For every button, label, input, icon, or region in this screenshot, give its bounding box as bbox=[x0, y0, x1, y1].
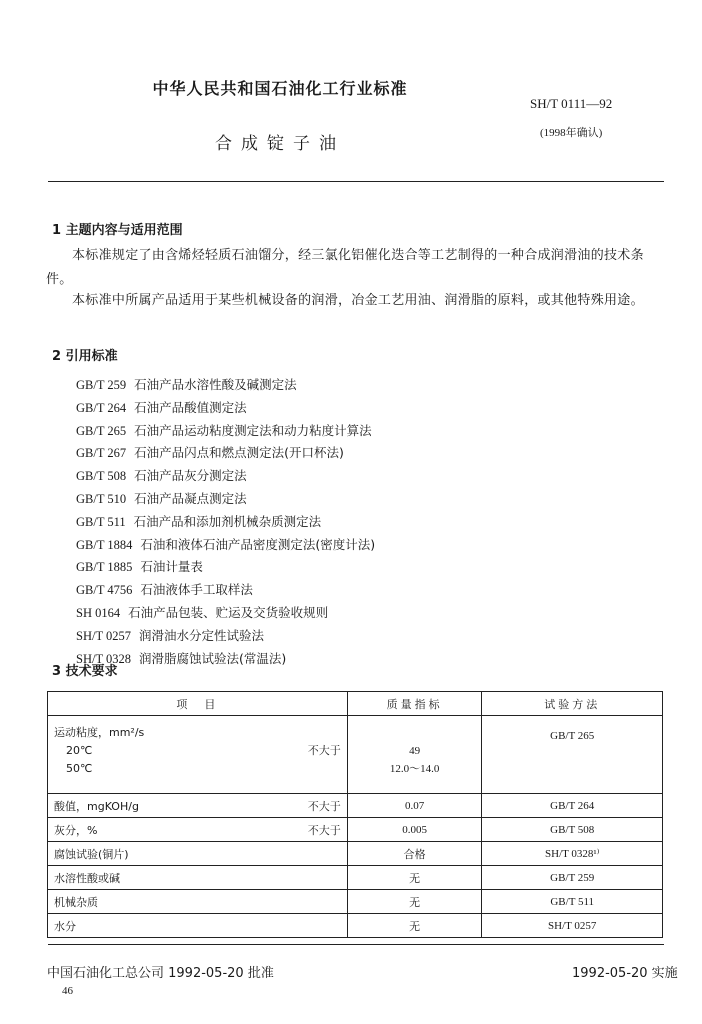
method-cell: SH/T 0328¹⁾ bbox=[482, 842, 663, 866]
viscosity-50c-row bbox=[54, 760, 341, 778]
reference-code: GB/T 1884 bbox=[76, 537, 133, 552]
viscosity-method-cell: GB/T 265 bbox=[482, 716, 663, 794]
viscosity-20c-label: 20℃ bbox=[66, 744, 93, 757]
viscosity-50c-value: 12.0～14.0 bbox=[389, 763, 440, 775]
section-1-heading: 1 主题内容与适用范围 bbox=[52, 223, 183, 238]
item-label: 机械杂质 bbox=[54, 895, 98, 909]
confirmation-note: (1998年确认) bbox=[540, 127, 603, 139]
spec-table bbox=[47, 691, 663, 938]
item-cell bbox=[48, 794, 348, 818]
standard-number: SH/T 0111—92 bbox=[530, 96, 613, 111]
item-cell bbox=[48, 866, 348, 890]
reference-code: GB/T 259 bbox=[76, 378, 127, 392]
reference-title: 石油产品灰分测定法 bbox=[134, 468, 247, 484]
item-cell bbox=[48, 842, 348, 866]
viscosity-label: 运动粘度，mm²/s bbox=[54, 726, 145, 739]
header-rule bbox=[48, 181, 664, 182]
reference-item bbox=[76, 579, 375, 602]
reference-title: 石油产品运动粘度测定法和动力粘度计算法 bbox=[134, 422, 372, 438]
footer-rule bbox=[48, 944, 664, 945]
header-item: 项 目 bbox=[48, 692, 348, 716]
value-cell: 0.005 bbox=[347, 818, 482, 842]
item-label: 水溶性酸或碱 bbox=[54, 871, 120, 885]
reference-item bbox=[76, 442, 375, 465]
table-row bbox=[48, 818, 663, 842]
page-number: 46 bbox=[62, 985, 73, 997]
reference-item bbox=[76, 420, 375, 443]
viscosity-20c-value: 49 bbox=[409, 745, 421, 757]
reference-item bbox=[76, 397, 375, 420]
section-1-paragraph-1: 本标准规定了由含烯烃轻质石油馏分，经三氯化铝催化迭合等工艺制得的一种合成润滑油的技术条件。 bbox=[46, 248, 644, 287]
reference-title: 润滑油水分定性试验法 bbox=[139, 627, 265, 643]
reference-title: 石油计量表 bbox=[140, 559, 203, 575]
item-limit: 不大于 bbox=[307, 799, 341, 813]
reference-title: 石油产品包装、贮运及交货验收规则 bbox=[128, 604, 329, 620]
method-cell: SH/T 0257 bbox=[482, 914, 663, 938]
item-cell bbox=[48, 890, 348, 914]
approval-line: 中国石油化工总公司 1992-05-20 批准 bbox=[47, 966, 274, 981]
reference-code: GB/T 1885 bbox=[76, 560, 133, 575]
value-cell: 无 bbox=[347, 890, 482, 914]
viscosity-20c-limit: 不大于 bbox=[307, 744, 341, 757]
value-cell: 无 bbox=[347, 866, 482, 890]
reference-title: 石油产品水溶性酸及碱测定法 bbox=[134, 377, 297, 392]
reference-item bbox=[76, 511, 375, 534]
reference-code: GB/T 508 bbox=[76, 469, 127, 484]
reference-item bbox=[76, 625, 375, 648]
reference-list bbox=[76, 374, 375, 670]
table-row bbox=[48, 842, 663, 866]
value-cell: 无 bbox=[347, 914, 482, 938]
reference-code: GB/T 264 bbox=[76, 400, 127, 415]
method-cell: GB/T 511 bbox=[482, 890, 663, 914]
implementation-date: 1992-05-20 实施 bbox=[572, 966, 678, 981]
method-cell: GB/T 508 bbox=[482, 818, 663, 842]
item-label: 灰分，% bbox=[54, 823, 98, 837]
reference-item bbox=[76, 465, 375, 488]
item-label: 腐蚀试验(铜片) bbox=[54, 847, 129, 861]
reference-item bbox=[76, 556, 375, 579]
section-2-heading: 2 引用标准 bbox=[52, 349, 118, 364]
document-title: 合成锭子油 bbox=[215, 134, 345, 154]
table-row bbox=[48, 866, 663, 890]
section-3-heading: 3 技术要求 bbox=[52, 664, 118, 679]
reference-item bbox=[76, 488, 375, 511]
reference-title: 石油液体手工取样法 bbox=[140, 582, 253, 598]
reference-item bbox=[76, 374, 375, 397]
table-row bbox=[48, 794, 663, 818]
value-cell: 0.07 bbox=[347, 794, 482, 818]
reference-code: SH 0164 bbox=[76, 605, 121, 620]
section-1-paragraph-2: 本标准中所属产品适用于某些机械设备的润滑，冶金工艺用油、润滑脂的原料，或其他特殊用途。 bbox=[72, 293, 644, 308]
reference-code: GB/T 265 bbox=[76, 423, 127, 438]
method-cell: GB/T 259 bbox=[482, 866, 663, 890]
reference-item bbox=[76, 534, 375, 557]
header-value: 质量指标 bbox=[347, 692, 482, 716]
reference-title: 石油产品和添加剂机械杂质测定法 bbox=[133, 513, 322, 529]
table-header-row bbox=[48, 692, 663, 716]
reference-title: 石油和液体石油产品密度测定法(密度计法) bbox=[140, 536, 376, 552]
item-limit: 不大于 bbox=[307, 823, 341, 837]
reference-code: SH/T 0328 bbox=[76, 651, 131, 666]
reference-title: 润滑脂腐蚀试验法(常温法) bbox=[139, 650, 287, 666]
table-row bbox=[48, 914, 663, 938]
reference-code: GB/T 511 bbox=[76, 514, 126, 529]
reference-code: GB/T 510 bbox=[76, 491, 127, 506]
viscosity-20c-row bbox=[54, 742, 341, 760]
item-label: 水分 bbox=[54, 919, 76, 933]
value-cell: 合格 bbox=[347, 842, 482, 866]
reference-title: 石油产品凝点测定法 bbox=[134, 490, 247, 506]
reference-code: SH/T 0257 bbox=[76, 628, 131, 643]
reference-title: 石油产品酸值测定法 bbox=[134, 399, 247, 415]
viscosity-50c-label: 50℃ bbox=[66, 762, 93, 775]
reference-code: GB/T 267 bbox=[76, 446, 127, 461]
reference-item bbox=[76, 648, 375, 671]
method-cell: GB/T 264 bbox=[482, 794, 663, 818]
item-cell bbox=[48, 914, 348, 938]
organization-title: 中华人民共和国石油化工行业标准 bbox=[152, 79, 408, 98]
table-row-viscosity bbox=[48, 716, 663, 794]
item-label: 酸值，mgKOH/g bbox=[54, 799, 139, 813]
item-cell bbox=[48, 818, 348, 842]
table-row bbox=[48, 890, 663, 914]
reference-item bbox=[76, 602, 375, 625]
viscosity-value-cell bbox=[347, 716, 482, 794]
viscosity-item-cell bbox=[48, 716, 348, 794]
reference-title: 石油产品闪点和燃点测定法(开口杯法) bbox=[134, 445, 344, 461]
reference-code: GB/T 4756 bbox=[76, 583, 133, 598]
header-method: 试验方法 bbox=[482, 692, 663, 716]
